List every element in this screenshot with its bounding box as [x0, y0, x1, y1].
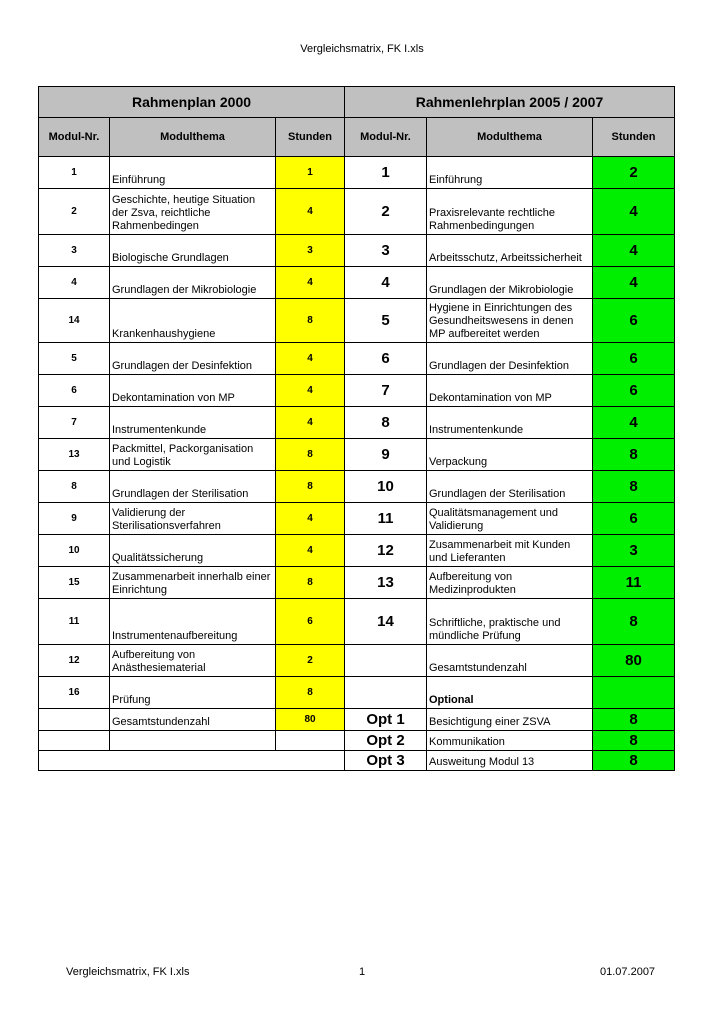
right-module-hours: 6	[593, 343, 675, 375]
left-module-topic: Prüfung	[110, 677, 276, 709]
table-row	[39, 503, 675, 535]
table-row	[39, 375, 675, 407]
left-module-nr: 5	[39, 343, 110, 375]
left-total-hours: 80	[276, 709, 345, 731]
right-col-header-nr: Modul-Nr.	[345, 118, 427, 157]
right-module-topic: Verpackung	[427, 439, 593, 471]
footer-filename: Vergleichsmatrix, FK I.xls	[66, 966, 190, 978]
right-optional-label: Optional	[427, 677, 593, 709]
table-row	[39, 299, 675, 343]
left-module-nr: 9	[39, 503, 110, 535]
table-row	[39, 471, 675, 503]
right-module-hours: 2	[593, 157, 675, 189]
comparison-matrix	[38, 86, 675, 771]
footer-page-number: 1	[359, 966, 366, 978]
right-module-topic: Grundlagen der Desinfektion	[427, 343, 593, 375]
table-row	[39, 535, 675, 567]
right-module-hours: 6	[593, 299, 675, 343]
right-module-hours: 8	[593, 599, 675, 645]
left-module-topic: Grundlagen der Mikrobiologie	[110, 267, 276, 299]
right-module-hours: 4	[593, 235, 675, 267]
table-row	[39, 751, 675, 771]
right-module-topic: Hygiene in Einrichtungen des Gesundheitswesens in denen MP aufbereitet werden	[427, 299, 593, 343]
left-module-topic: Instrumentenkunde	[110, 407, 276, 439]
left-col-header-stunden: Stunden	[276, 118, 345, 157]
right-module-topic: Arbeitsschutz, Arbeitssicherheit	[427, 235, 593, 267]
left-col-header-nr: Modul-Nr.	[39, 118, 110, 157]
left-module-nr: 13	[39, 439, 110, 471]
left-module-nr: 14	[39, 299, 110, 343]
footer-date: 01.07.2007	[600, 966, 656, 978]
left-module-hours: 8	[276, 567, 345, 599]
left-module-nr: 4	[39, 267, 110, 299]
right-optional-nr: Opt 1	[345, 709, 427, 731]
right-module-nr: 4	[345, 267, 427, 299]
left-module-topic: Instrumentenaufbereitung	[110, 599, 276, 645]
left-col-header-thema: Modulthema	[110, 118, 276, 157]
left-module-nr: 16	[39, 677, 110, 709]
right-optional-nr: Opt 2	[345, 731, 427, 751]
right-module-nr: 3	[345, 235, 427, 267]
left-module-hours: 4	[276, 343, 345, 375]
right-module-topic: Grundlagen der Mikrobiologie	[427, 267, 593, 299]
left-module-topic: Biologische Grundlagen	[110, 235, 276, 267]
right-total-nr-empty	[345, 645, 427, 677]
left-module-nr: 3	[39, 235, 110, 267]
right-module-nr: 13	[345, 567, 427, 599]
left-blank-cell	[110, 731, 276, 751]
right-module-hours: 8	[593, 439, 675, 471]
left-module-hours: 8	[276, 439, 345, 471]
table-row	[39, 407, 675, 439]
left-module-hours: 4	[276, 375, 345, 407]
right-optional-hours-empty	[593, 677, 675, 709]
right-module-nr: 14	[345, 599, 427, 645]
left-blank-cell	[276, 731, 345, 751]
left-module-hours: 3	[276, 235, 345, 267]
left-module-topic: Zusammenarbeit innerhalb einer Einrichtung	[110, 567, 276, 599]
table-row	[39, 439, 675, 471]
right-optional-topic: Kommunikation	[427, 731, 593, 751]
left-module-topic: Krankenhaushygiene	[110, 299, 276, 343]
right-optional-nr: Opt 3	[345, 751, 427, 771]
table-row	[39, 235, 675, 267]
left-table-title: Rahmenplan 2000	[39, 87, 345, 118]
table-row	[39, 709, 675, 731]
left-module-hours: 4	[276, 267, 345, 299]
left-module-topic: Dekontamination von MP	[110, 375, 276, 407]
left-module-hours: 4	[276, 189, 345, 235]
right-module-topic: Einführung	[427, 157, 593, 189]
table-row	[39, 567, 675, 599]
right-module-hours: 6	[593, 503, 675, 535]
left-module-nr: 6	[39, 375, 110, 407]
right-module-topic: Instrumentenkunde	[427, 407, 593, 439]
left-module-topic: Qualitätssicherung	[110, 535, 276, 567]
left-module-topic: Grundlagen der Sterilisation	[110, 471, 276, 503]
left-module-topic: Grundlagen der Desinfektion	[110, 343, 276, 375]
right-module-topic: Zusammenarbeit mit Kunden und Lieferanten	[427, 535, 593, 567]
right-module-hours: 11	[593, 567, 675, 599]
right-module-nr: 1	[345, 157, 427, 189]
left-module-topic: Einführung	[110, 157, 276, 189]
left-module-hours: 8	[276, 299, 345, 343]
right-module-hours: 8	[593, 471, 675, 503]
right-total-hours: 80	[593, 645, 675, 677]
left-module-hours: 4	[276, 407, 345, 439]
left-module-topic: Validierung der Sterilisationsverfahren	[110, 503, 276, 535]
left-module-hours: 2	[276, 645, 345, 677]
right-module-hours: 4	[593, 267, 675, 299]
right-module-topic: Praxisrelevante rechtliche Rahmenbedingungen	[427, 189, 593, 235]
table-row	[39, 645, 675, 677]
table-row	[39, 189, 675, 235]
left-module-hours: 1	[276, 157, 345, 189]
right-optional-hours: 8	[593, 709, 675, 731]
right-module-hours: 6	[593, 375, 675, 407]
left-module-nr: 15	[39, 567, 110, 599]
right-module-topic: Qualitätsmanagement und Validierung	[427, 503, 593, 535]
left-module-hours: 4	[276, 535, 345, 567]
document-header: Vergleichsmatrix, FK I.xls	[300, 43, 424, 55]
left-module-nr: 12	[39, 645, 110, 677]
right-optional-topic: Besichtigung einer ZSVA	[427, 709, 593, 731]
left-module-nr: 11	[39, 599, 110, 645]
left-module-hours: 8	[276, 471, 345, 503]
right-col-header-stunden: Stunden	[593, 118, 675, 157]
right-module-topic: Dekontamination von MP	[427, 375, 593, 407]
right-module-topic: Aufbereitung von Medizinprodukten	[427, 567, 593, 599]
right-total-label: Gesamtstundenzahl	[427, 645, 593, 677]
right-module-topic: Grundlagen der Sterilisation	[427, 471, 593, 503]
right-optional-topic: Ausweitung Modul 13	[427, 751, 593, 771]
right-module-nr: 9	[345, 439, 427, 471]
left-module-nr: 7	[39, 407, 110, 439]
right-module-topic: Schriftliche, praktische und mündliche Prüfung	[427, 599, 593, 645]
left-module-hours: 4	[276, 503, 345, 535]
right-module-nr: 2	[345, 189, 427, 235]
table-row	[39, 267, 675, 299]
left-module-nr: 10	[39, 535, 110, 567]
left-module-topic: Aufbereitung von Anästhesiematerial	[110, 645, 276, 677]
right-module-nr: 7	[345, 375, 427, 407]
left-module-nr: 2	[39, 189, 110, 235]
left-module-topic: Geschichte, heutige Situation der Zsva, reichtliche Rahmenbedingen	[110, 189, 276, 235]
left-blank-cell	[39, 731, 110, 751]
left-module-hours: 8	[276, 677, 345, 709]
left-total-label: Gesamtstundenzahl	[110, 709, 276, 731]
left-module-nr: 8	[39, 471, 110, 503]
right-module-nr: 11	[345, 503, 427, 535]
right-optional-hours: 8	[593, 751, 675, 771]
table-row	[39, 343, 675, 375]
right-module-hours: 4	[593, 407, 675, 439]
right-col-header-thema: Modulthema	[427, 118, 593, 157]
table-row	[39, 599, 675, 645]
right-module-nr: 10	[345, 471, 427, 503]
right-module-nr: 5	[345, 299, 427, 343]
right-optional-nr-empty	[345, 677, 427, 709]
left-total-nr-empty	[39, 709, 110, 731]
right-optional-hours: 8	[593, 731, 675, 751]
left-module-topic: Packmittel, Packorganisation und Logistik	[110, 439, 276, 471]
right-module-hours: 3	[593, 535, 675, 567]
left-blank-merged-cell	[39, 751, 345, 771]
right-module-hours: 4	[593, 189, 675, 235]
right-table-title: Rahmenlehrplan 2005 / 2007	[345, 87, 675, 118]
right-module-nr: 12	[345, 535, 427, 567]
left-module-hours: 6	[276, 599, 345, 645]
table-row	[39, 677, 675, 709]
right-module-nr: 8	[345, 407, 427, 439]
right-module-nr: 6	[345, 343, 427, 375]
table-row	[39, 157, 675, 189]
table-row	[39, 731, 675, 751]
left-module-nr: 1	[39, 157, 110, 189]
